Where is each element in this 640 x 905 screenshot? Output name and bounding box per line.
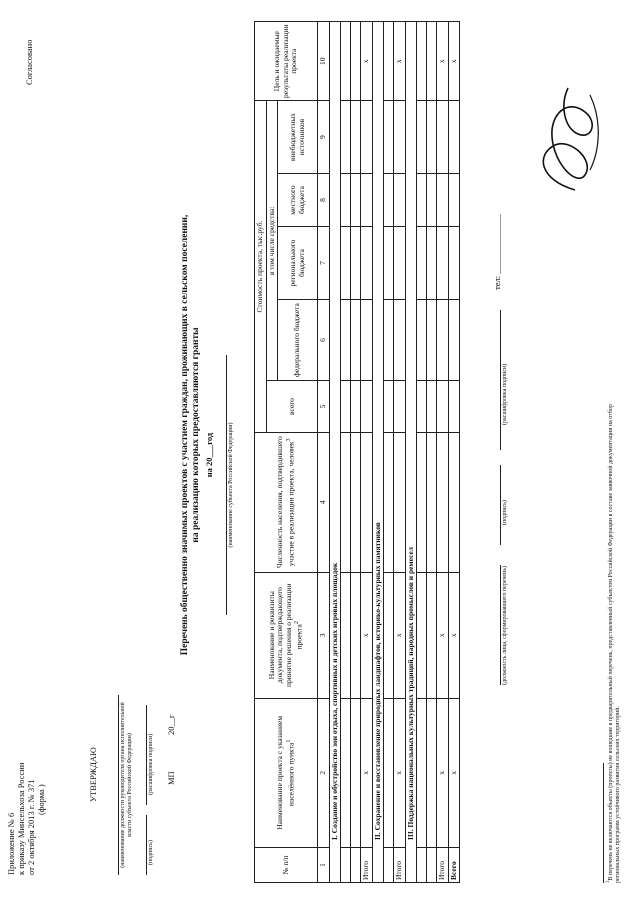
- appendix-line-1: Приложение № 6: [6, 812, 16, 875]
- subtotal-row: Итого х х х: [437, 22, 449, 883]
- header-including: в том числе средства:: [266, 101, 278, 381]
- section-3-title: III. Поддержка национальных культурных традиций, народных промыслов и ремесел: [405, 22, 417, 883]
- approve-position-line: [118, 695, 119, 875]
- table-row: [384, 22, 394, 883]
- appendix-line-4: (форма ): [36, 784, 46, 815]
- header-extra: внебюджетных источников: [278, 101, 318, 173]
- region-line: [226, 355, 227, 615]
- appendix-line-2: к приказу Минсельхоза России: [16, 762, 26, 875]
- header-regional: регионального бюджета: [278, 227, 318, 299]
- header-num: № п/п: [255, 848, 318, 883]
- column-number-row: 1 2 3 4 5 6 7 8 9 10: [318, 22, 330, 883]
- footnote-line-2: региональных программ устойчивого развития сельских территорий.: [615, 706, 621, 883]
- header-row-1: [255, 22, 267, 883]
- table-row: [341, 22, 351, 883]
- approve-signature-caption: (подпись): [148, 840, 154, 865]
- footer-decoding-line: [500, 310, 501, 450]
- section-1-title: I. Создание и обустройство зон отдыха, спортивных и детских игровых площадок: [329, 22, 341, 883]
- title-year-line: на 20___год: [204, 432, 214, 478]
- footer-position-line: [500, 565, 501, 685]
- header-cost-group: Стоимость проекта, тыс.руб.: [255, 101, 267, 432]
- footnote: [605, 23, 622, 883]
- footer-decoding-caption: (расшифровка подписи): [502, 363, 508, 425]
- footer-signature-caption: (подпись): [502, 500, 508, 525]
- footer-position-caption: (должность лица, сформировавшего перечень): [502, 566, 508, 685]
- table-row: [417, 22, 427, 883]
- approve-position-caption: (наименование должности руководителя органа исполнительной власти субъекта Российской Федерации): [120, 702, 133, 868]
- footer-signature-line: [500, 465, 501, 545]
- grand-total-row: Всего х х х: [448, 22, 460, 883]
- signature-scribble-icon: [530, 80, 610, 200]
- mp-label: МП: [166, 771, 176, 785]
- subtotal-row: Итого х х х: [361, 22, 373, 883]
- header-name: Наименование проекта с указанием населённого пункта$^1$: [255, 698, 318, 847]
- header-goal: Цель и ожидаемые результаты реализации проекта: [255, 22, 318, 101]
- agreed-label: Согласовано: [24, 39, 34, 85]
- section-row: [329, 22, 341, 883]
- footer-tel-label: тел: ______________: [492, 214, 502, 290]
- approve-signature-line: [146, 815, 147, 875]
- section-row: [405, 22, 417, 883]
- header-federal: федерального бюджета: [278, 299, 318, 381]
- header-population: Численность населения, подтвердившего участие в реализации проекта, человек$^3$: [255, 432, 318, 572]
- header-total: всего: [266, 381, 318, 432]
- page-title: [180, 115, 202, 755]
- projects-table: [254, 21, 460, 883]
- approve-label: УТВЕРЖДАЮ: [88, 747, 98, 802]
- section-row: [372, 22, 384, 883]
- title-line-1: Перечень общественно значимых проектов с участием граждан, проживающих в сельском поселении,: [180, 214, 190, 656]
- subtotal-row: Итого х х х: [394, 22, 406, 883]
- section-2-title: II. Сохранение и восстановление природных ландшафтов, историко-культурных памятников: [372, 22, 384, 883]
- footnote-line-1: $^1$В перечень не включаются объекты (проекты) не вошедшие в предварительный перечень, представленный субъектом Российской Федерации в составе заявочной документации на отбор: [606, 404, 614, 883]
- header-doc: Наименование и реквизиты документа, подтверждающего принятие решения о реализации проекта$^2$: [255, 572, 318, 698]
- header-local: местного бюджета: [278, 173, 318, 227]
- appendix-line-3: от 2 октября 2013 г. № 371: [26, 779, 36, 875]
- approve-decoding-caption: (расшифровка подписи): [148, 733, 154, 795]
- approve-decoding-line: [146, 705, 147, 805]
- table-row: [427, 22, 437, 883]
- date-label: 20__г: [166, 714, 176, 735]
- title-line-2: на реализацию которых предоставляются гранты: [191, 327, 201, 543]
- region-caption: (наименование субъекта Российской Федерации): [228, 422, 234, 548]
- footnote-divider: [603, 763, 604, 883]
- appendix-block: [6, 675, 46, 875]
- table-row: [351, 22, 361, 883]
